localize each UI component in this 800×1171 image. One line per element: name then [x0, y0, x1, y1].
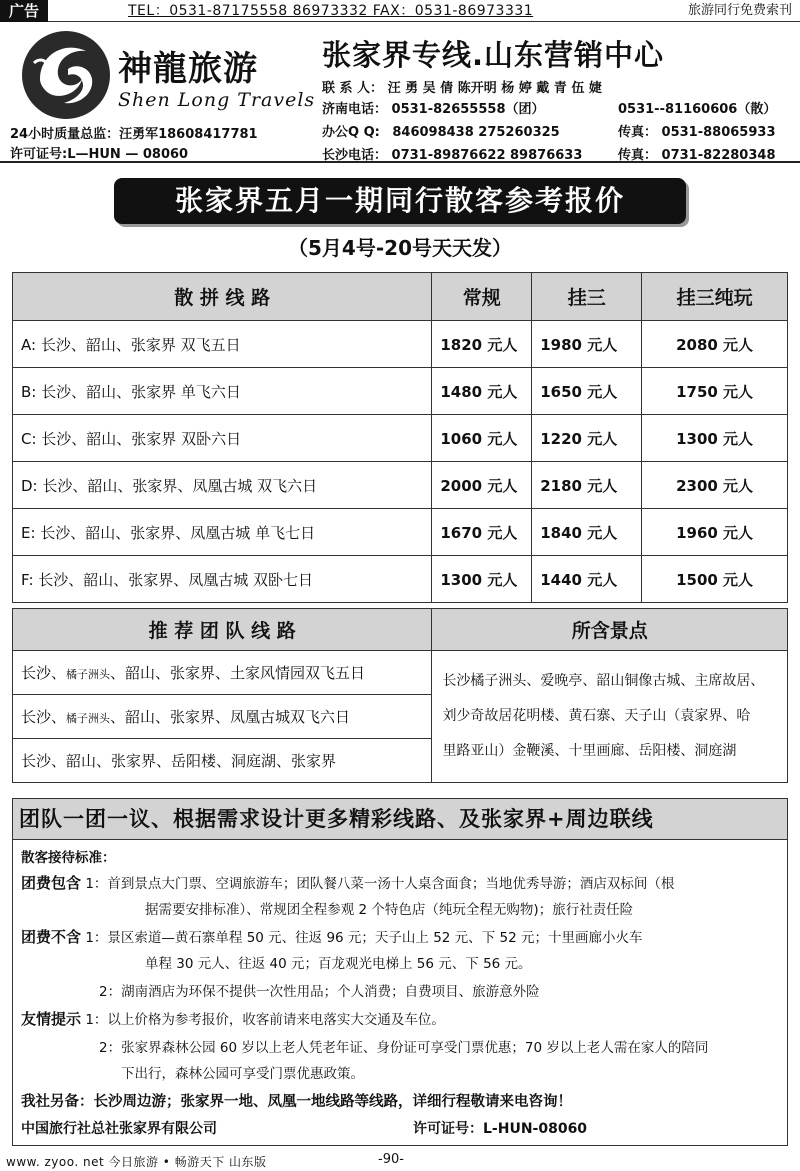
company-license: 许可证号：L-HUN-08060: [413, 1121, 588, 1137]
fax-2-label: 传真：: [618, 148, 658, 163]
custom-route-slogan: 团队一团一议、根据需求设计更多精彩线路、及张家界+周边联线: [12, 798, 788, 840]
price-regular: 1480 元人: [432, 368, 532, 415]
col-gua-san: 挂三: [532, 273, 642, 321]
fee-include-label: 团费包含: [21, 874, 82, 892]
col-attractions: 所含景点: [432, 609, 788, 651]
table-row: [13, 509, 788, 556]
notes-panel: [12, 840, 788, 1146]
group-route-cell: [13, 651, 432, 695]
route-cell: D: 长沙、韶山、张家界、凤凰古城 双飞六日: [13, 462, 432, 509]
price-gua-san: 2180 元人: [532, 462, 642, 509]
attractions-line: 长沙橘子洲头、爱晚亭、韶山铜像古城、主席故居、: [442, 673, 765, 689]
route-cell: B: 长沙、韶山、张家界 单飞六日: [13, 368, 432, 415]
qq-numbers: 846098438 275260325: [392, 125, 560, 140]
price-regular: 2000 元人: [432, 462, 532, 509]
jinan-phone-line: [322, 98, 545, 117]
top-right-note: 旅游同行免费索刊: [687, 3, 792, 18]
price-gua-san: 1840 元人: [532, 509, 642, 556]
table-row: [13, 651, 788, 695]
price-gua-san: 1220 元人: [532, 415, 642, 462]
tips-line-3: 下出行，森林公园可享受门票优惠政策。: [121, 1066, 364, 1082]
col-route: 散 拼 线 路: [13, 273, 432, 321]
qq-line: [322, 121, 560, 140]
fee-exclude-line-1: [21, 926, 642, 947]
table-row: [13, 415, 788, 462]
fee-exclude-text: 1：景区索道—黄石寨单程 50 元、往返 96 元；天子山上 52 元、下 52 元；十里画廊小火车: [85, 930, 643, 946]
route-cell: C: 长沙、韶山、张家界 双卧六日: [13, 415, 432, 462]
license-number: 许可证号:L—HUN — 08060: [10, 147, 189, 162]
fee-include-line-2: 据需要安排标准）、常规团全程参观 2 个特色店（纯玩全程无购物)；旅行社责任险: [145, 902, 634, 918]
company-name: 中国旅行社总社张家界有限公司: [21, 1121, 217, 1137]
price-table: [12, 272, 788, 603]
jinan-phone-1: 0531-82655558（团）: [391, 102, 545, 117]
fee-exclude-label: 团费不含: [21, 928, 82, 946]
price-gua-san: 1980 元人: [532, 321, 642, 368]
fax-1-line: [618, 121, 776, 140]
dragon-logo-icon: [20, 29, 112, 121]
header-title: 张家界专线.山东营销中心: [322, 38, 665, 72]
price-gua-san-pure: 1960 元人: [642, 509, 788, 556]
price-gua-san-pure: 1750 元人: [642, 368, 788, 415]
fee-exclude-line-2: 单程 30 元人、往返 40 元；百龙观光电梯上 56 元、下 56 元。: [145, 956, 532, 972]
qq-label: 办公Q Q:: [322, 125, 380, 140]
tips-label: 友情提示: [21, 1010, 82, 1028]
route-part: 长沙、韶山、张家界、岳阳楼、洞庭湖、张家界: [21, 752, 337, 770]
top-contact-line: TEL：0531-87175558 86973332 FAX：0531-86973331: [128, 3, 534, 19]
price-gua-san: 1650 元人: [532, 368, 642, 415]
price-gua-san: 1440 元人: [532, 556, 642, 603]
route-part: 、韶山、张家界、凤凰古城双飞六日: [110, 708, 351, 726]
fax-1-number: 0531-88065933: [661, 125, 776, 140]
changsha-phone-line: [322, 144, 582, 163]
price-gua-san-pure: 2300 元人: [642, 462, 788, 509]
ad-label: 广告: [0, 0, 48, 22]
contacts-label: 联 系 人：: [322, 81, 384, 96]
changsha-phone: 0731-89876622 89876633: [391, 148, 583, 163]
fax-2-line: [618, 144, 776, 163]
attractions-line: 里路亚山）金鞭溪、十里画廊、岳阳楼、洞庭湖: [442, 743, 737, 759]
fax-1-label: 传真：: [618, 125, 658, 140]
group-route-table: [12, 608, 788, 783]
price-regular: 1820 元人: [432, 321, 532, 368]
route-part-small: 橘子洲头: [66, 668, 111, 681]
col-group-route: 推 荐 团 队 线 路: [13, 609, 432, 651]
contacts-names: 汪 勇 吴 倩 陈开明 杨 婷 戴 青 伍 婕: [387, 81, 602, 96]
departure-dates: （5月4号-20号天天发）: [288, 236, 512, 260]
route-cell: E: 长沙、韶山、张家界、凤凰古城 单飞七日: [13, 509, 432, 556]
reception-standard: 散客接待标准：: [21, 850, 116, 866]
jinan-label: 济南电话：: [322, 102, 388, 117]
group-route-cell: [13, 695, 432, 739]
price-gua-san-pure: 1300 元人: [642, 415, 788, 462]
brand-name-cn: 神龍旅游: [118, 49, 258, 89]
fee-include-text: 1：首到景点大门票、空调旅游车；团队餐八菜一汤十人桌含面食；当地优秀导游；酒店双标间（根: [85, 876, 675, 892]
tips-line-2: 2：张家界森林公园 60 岁以上老人凭老年证、身份证可享受门票优惠；70 岁以上老人需在家人的陪同: [99, 1040, 709, 1056]
quality-supervisor: 24小时质量总监：汪勇军18608417781: [10, 127, 258, 142]
route-part: 、韶山、张家界、土家风情园双飞五日: [110, 664, 366, 682]
col-gua-san-pure: 挂三纯玩: [642, 273, 788, 321]
extra-routes: 我社另备：长沙周边游；张家界一地、凤凰一地线路等线路，详细行程敬请来电咨询！: [21, 1094, 572, 1110]
fee-include-line-1: [21, 872, 674, 893]
tips-text: 1：以上价格为参考报价，收客前请来电落实大交通及车位。: [85, 1012, 445, 1028]
table-row: [13, 321, 788, 368]
attractions-line: 刘少奇故居花明楼、黄石寨、天子山（袁家界、哈: [442, 708, 751, 724]
col-regular: 常规: [432, 273, 532, 321]
brand-name-en: Shen Long Travels: [118, 89, 316, 111]
tips-line-1: [21, 1008, 445, 1029]
footer: [0, 1150, 800, 1171]
route-part: 长沙、: [21, 664, 67, 682]
route-cell: A: 长沙、韶山、张家界 双飞五日: [13, 321, 432, 368]
price-table-header: [13, 273, 788, 321]
table-row: [13, 368, 788, 415]
route-part-small: 橘子洲头: [66, 712, 111, 725]
page-number: -90-: [378, 1152, 404, 1167]
price-regular: 1670 元人: [432, 509, 532, 556]
route-cell: F: 长沙、韶山、张家界、凤凰古城 双卧七日: [13, 556, 432, 603]
top-strip: [0, 0, 800, 22]
changsha-label: 长沙电话：: [322, 148, 388, 163]
attractions-cell: [432, 651, 788, 783]
price-gua-san-pure: 1500 元人: [642, 556, 788, 603]
table-row: [13, 462, 788, 509]
price-regular: 1300 元人: [432, 556, 532, 603]
jinan-phone-2: 0531--81160606（散）: [618, 102, 777, 117]
header: [0, 23, 800, 163]
table-row: [13, 556, 788, 603]
group-table-header: [13, 609, 788, 651]
route-part: 长沙、: [21, 708, 67, 726]
fee-exclude-line-3: 2：湖南酒店为环保不提供一次性用品；个人消费；自费项目、旅游意外险: [99, 984, 540, 1000]
footer-publication: www. zyoo. net 今日旅游 • 畅游天下 山东版: [6, 1155, 267, 1169]
contacts-line: [322, 77, 602, 96]
fax-2-number: 0731-82280348: [661, 148, 776, 163]
price-regular: 1060 元人: [432, 415, 532, 462]
price-gua-san-pure: 2080 元人: [642, 321, 788, 368]
group-route-cell: [13, 739, 432, 783]
price-banner: 张家界五月一期同行散客参考报价: [114, 178, 686, 224]
